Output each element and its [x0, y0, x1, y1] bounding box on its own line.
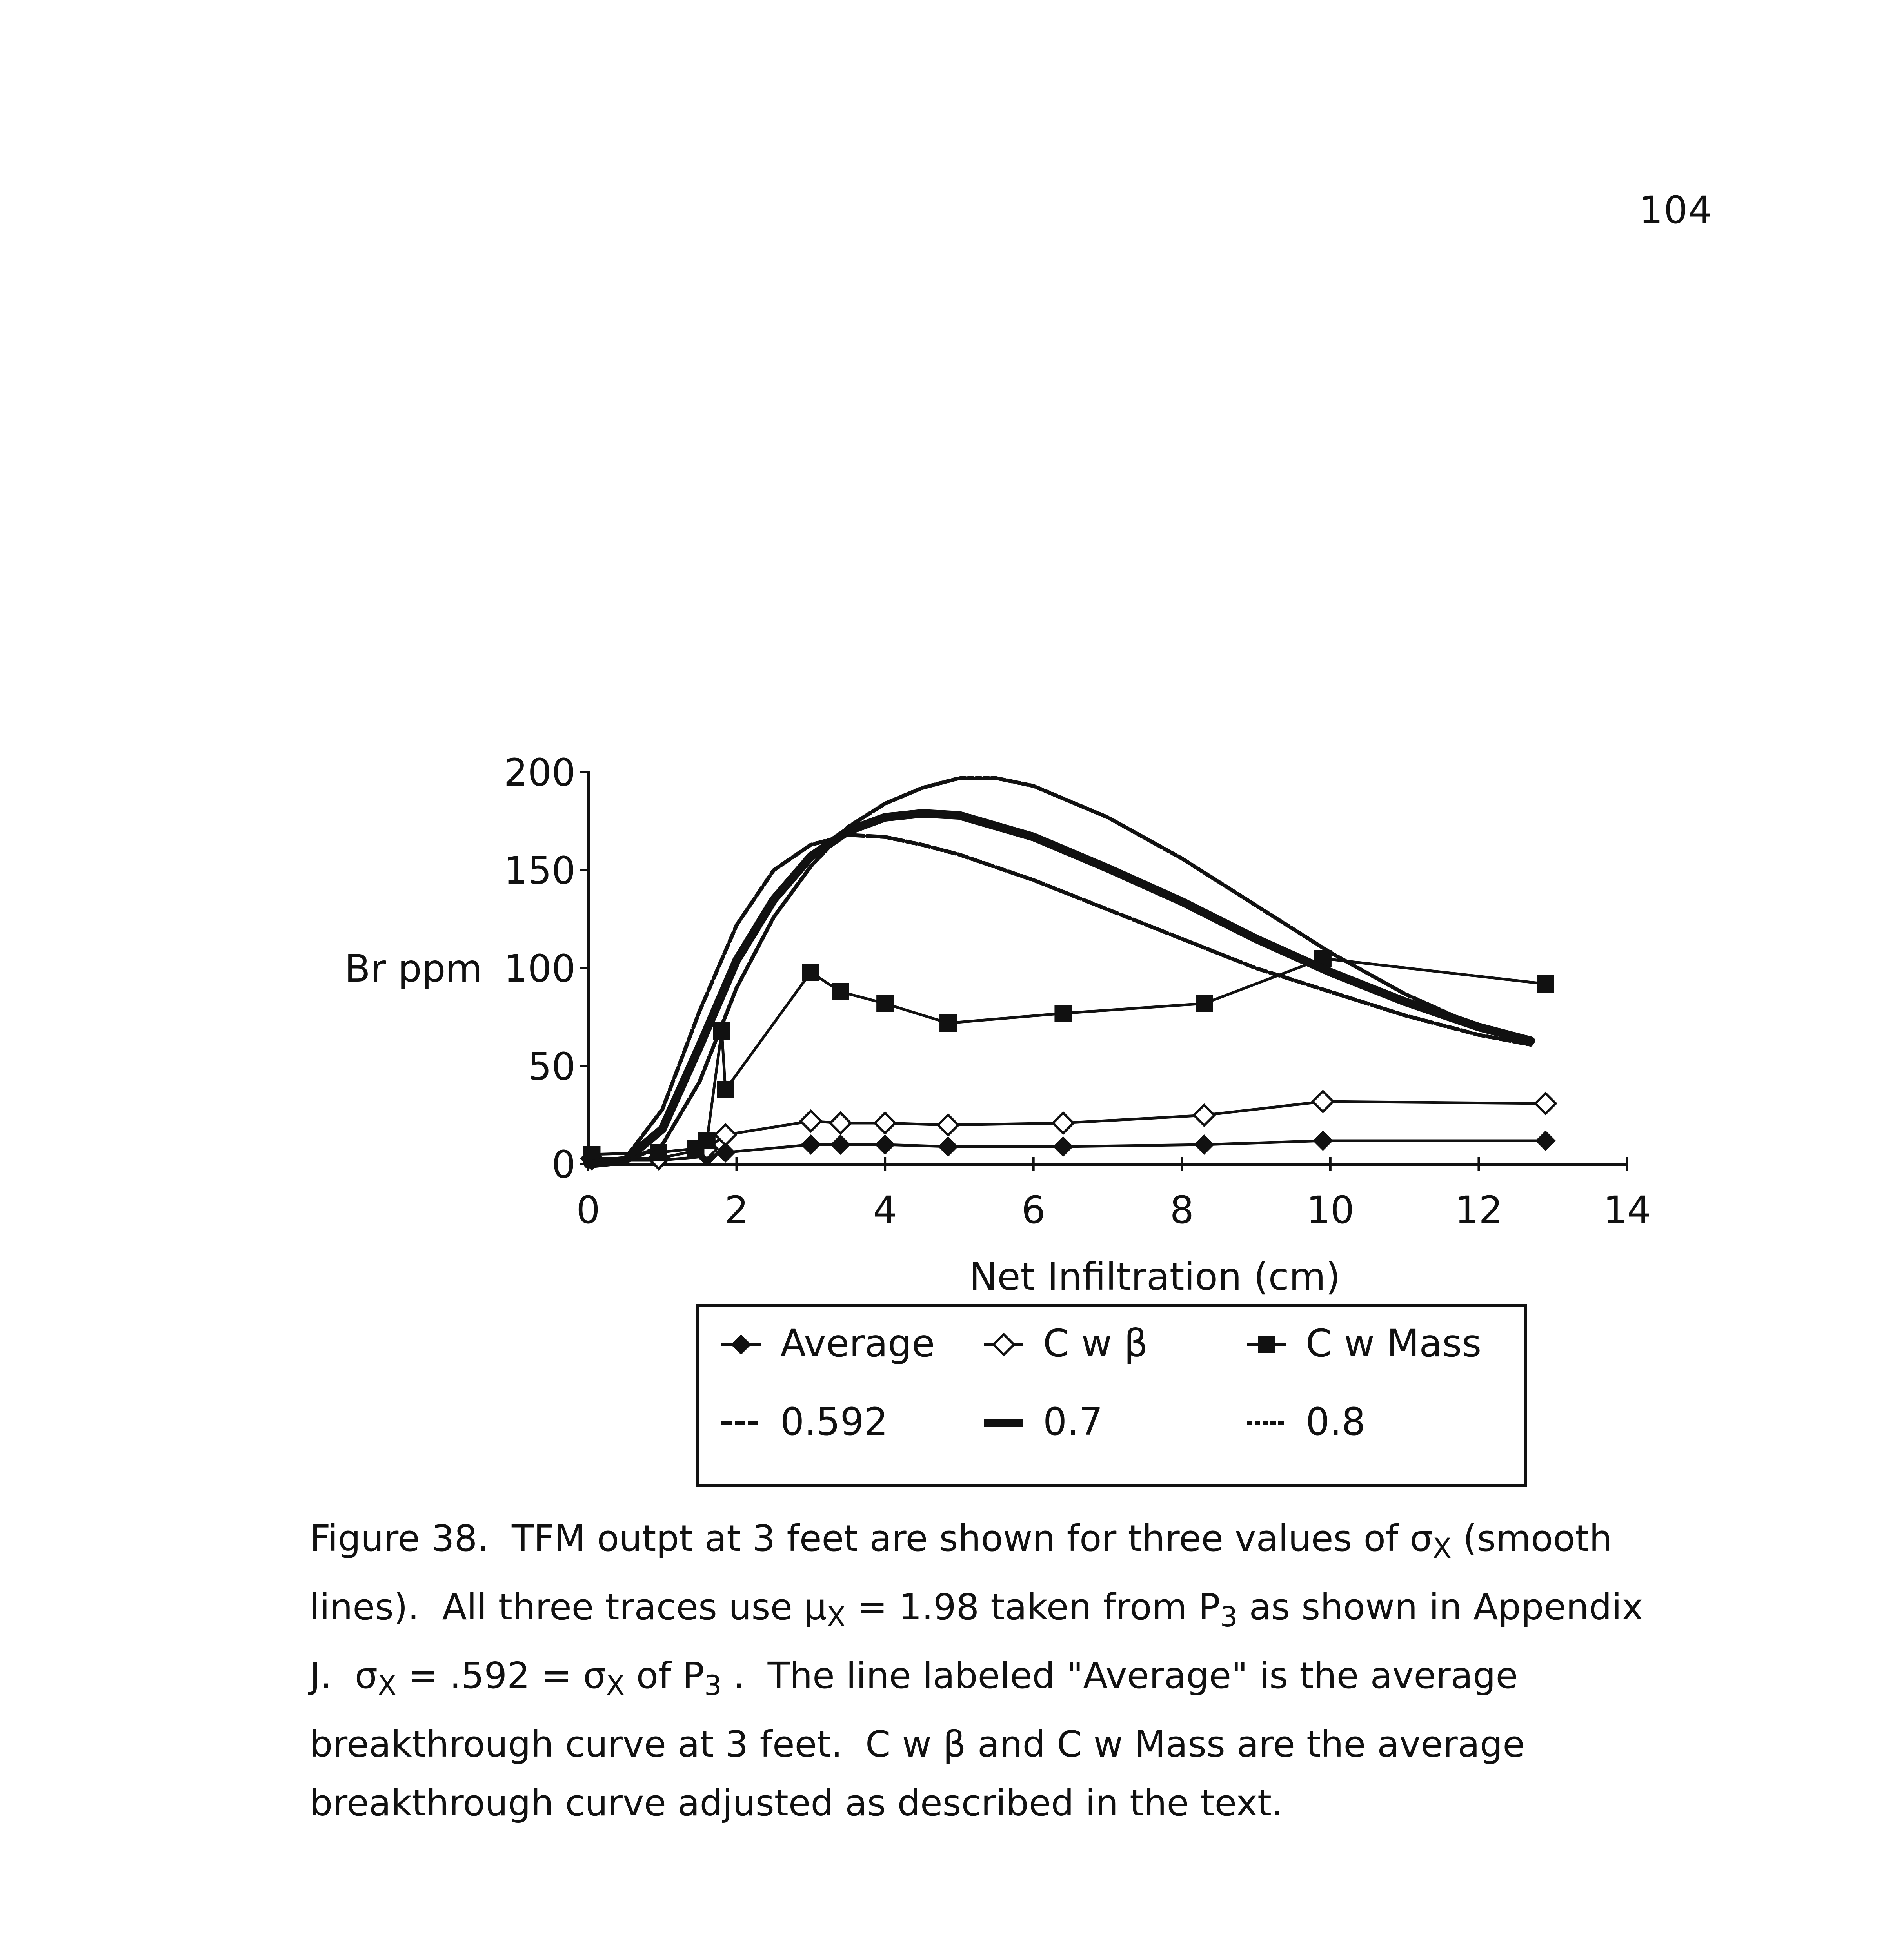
legend-swatch-marker: [1258, 1336, 1275, 1353]
x-tick-label: 12: [1455, 1188, 1503, 1232]
chart-legend: [698, 1305, 1525, 1486]
data-point: [1194, 1105, 1214, 1125]
data-point: [875, 1113, 895, 1133]
data-point: [715, 1125, 736, 1145]
chart-axes: [580, 772, 1627, 1171]
data-point: [1537, 975, 1554, 993]
data-point: [1196, 995, 1213, 1012]
legend-label: 0.592: [780, 1400, 888, 1444]
data-point: [1313, 1131, 1333, 1151]
y-tick-label: 200: [503, 751, 576, 795]
data-point: [802, 964, 819, 981]
x-tick-label: 14: [1603, 1188, 1652, 1232]
x-tick-label: 6: [1021, 1188, 1046, 1232]
data-point: [1535, 1093, 1556, 1114]
data-point: [876, 995, 894, 1012]
series-line-4: [588, 813, 1531, 1164]
legend-label: 0.7: [1043, 1400, 1103, 1444]
y-tick-label: 100: [503, 947, 576, 991]
y-tick-label: 150: [503, 849, 576, 893]
legend-label: 0.8: [1306, 1400, 1366, 1444]
y-tick-label: 0: [551, 1143, 576, 1187]
data-point: [801, 1134, 821, 1155]
data-point: [875, 1134, 895, 1155]
x-tick-label: 8: [1170, 1188, 1194, 1232]
data-point: [939, 1014, 957, 1032]
data-point: [938, 1115, 958, 1135]
data-point: [717, 1081, 734, 1098]
data-point: [1535, 1131, 1556, 1151]
page-number: 104: [1639, 188, 1713, 232]
x-tick-label: 2: [725, 1188, 749, 1232]
data-point: [830, 1113, 851, 1133]
y-axis-label: Br ppm: [344, 947, 482, 991]
data-point: [698, 1132, 716, 1149]
x-tick-label: 0: [576, 1188, 600, 1232]
legend-label: Average: [780, 1321, 935, 1365]
data-point: [938, 1136, 958, 1157]
x-tick-label: 10: [1306, 1188, 1354, 1232]
figure-caption: [310, 1509, 1741, 1833]
legend-label: C w Mass: [1306, 1321, 1482, 1365]
legend-label: C w β: [1043, 1321, 1148, 1365]
caption-line-2: lines). All three traces use µ$_X$ = 1.98 taken from $P_3$ as shown in Appendix: [310, 1586, 1643, 1633]
chart-labels: [345, 751, 1651, 1299]
x-axis-label: Net Infiltration (cm): [969, 1255, 1341, 1299]
caption-line-1: Figure 38. TFM outpt at 3 feet are shown for three values of $\sigma_X$ (smooth: [310, 1517, 1612, 1564]
data-point: [830, 1134, 851, 1155]
data-point: [1313, 1091, 1333, 1112]
y-tick-label: 50: [527, 1045, 576, 1089]
chart-series: [581, 778, 1555, 1171]
data-point: [1194, 1134, 1214, 1155]
caption-line-4: breakthrough curve at 3 feet. C w β and C w Mass are the average: [310, 1723, 1525, 1765]
x-tick-label: 4: [873, 1188, 897, 1232]
data-point: [832, 983, 849, 1000]
data-point: [801, 1111, 821, 1131]
caption-line-5: breakthrough curve adjusted as described in the text.: [310, 1782, 1283, 1824]
data-point: [1054, 1005, 1072, 1022]
data-point: [1053, 1136, 1073, 1157]
data-point: [1053, 1113, 1073, 1133]
caption-line-3: J. $\sigma_X = .592 = \sigma_X$ of $P_3$ . The line labeled "Average" is the average: [310, 1655, 1518, 1702]
